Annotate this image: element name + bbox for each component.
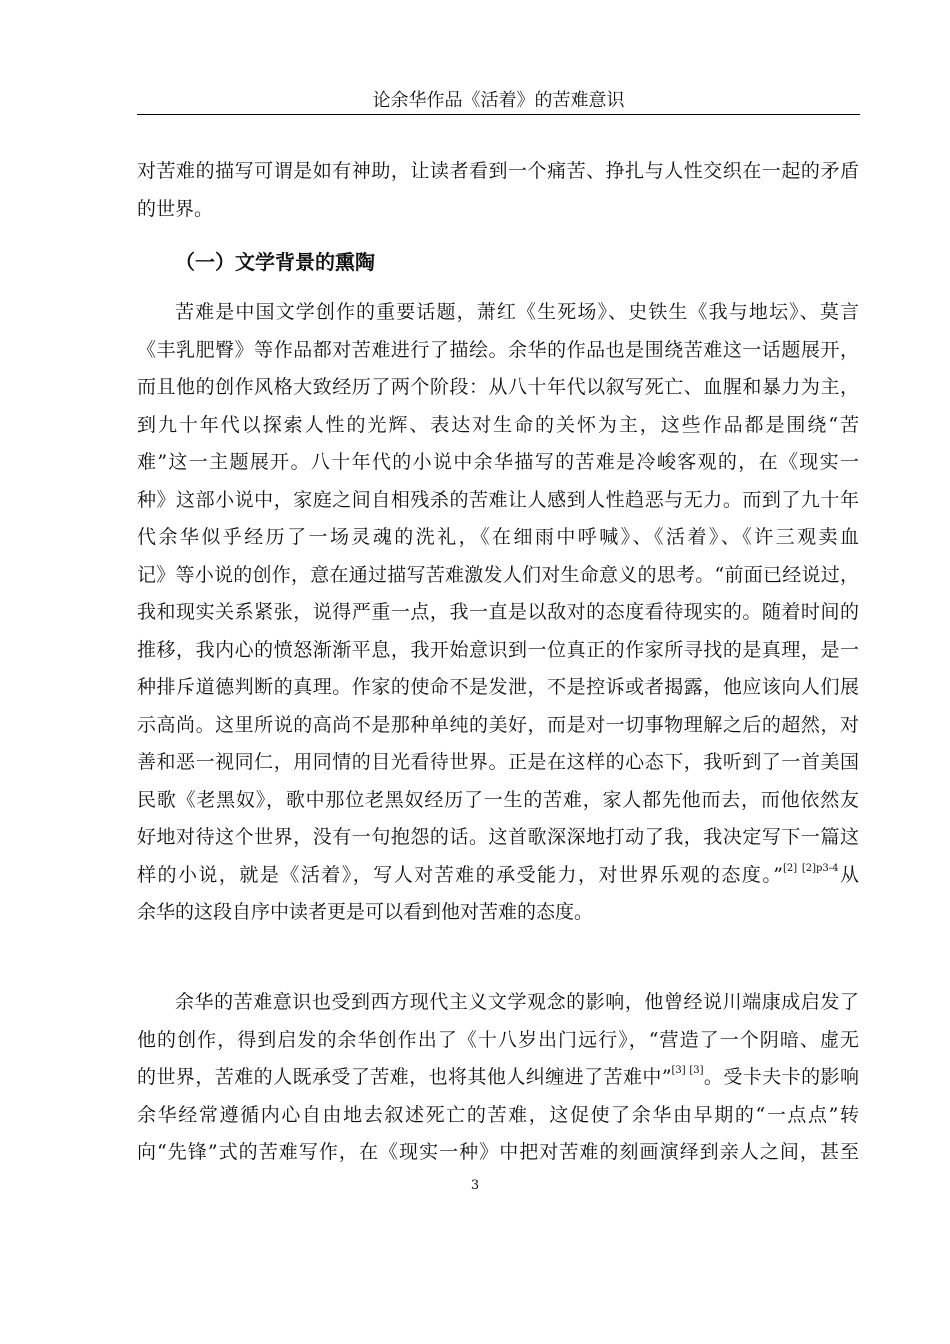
text-line: 推移，我内心的愤怒渐渐平息，我开始意识到一位真正的作家所寻找的是真理，是一 bbox=[137, 638, 859, 661]
text: 的世界，苦难的人既承受了苦难，也将其他人纠缠进了苦难中” bbox=[137, 1066, 672, 1088]
text-line: 善和恶一视同仁，用同情的目光看待世界。正是在这样的心态下，我听到了一首美国 bbox=[137, 751, 859, 773]
text-line-with-citation bbox=[137, 1059, 859, 1097]
intro-paragraph bbox=[137, 153, 859, 228]
text-line: 难”这一主题展开。八十年代的小说中余华描写的苦难是冷峻客观的，在《现实一 bbox=[137, 451, 859, 473]
section-heading: （一）文学背景的熏陶 bbox=[175, 250, 375, 274]
text-line: 种排斥道德判断的真理。作家的使命不是发泄，不是控诉或者揭露，他应该向人们展 bbox=[137, 676, 859, 698]
text-line: 余华的苦难意识也受到西方现代主义文学观念的影响，他曾经说川端康成启发了 bbox=[175, 991, 859, 1013]
text-line: 代余华似乎经历了一场灵魂的洗礼，《在细雨中呼喊》、《活着》、《许三观卖血 bbox=[137, 526, 859, 548]
paragraph-1 bbox=[137, 294, 859, 932]
text-line: 我和现实关系紧张，说得严重一点，我一直是以敌对的态度看待现实的。随着时间的 bbox=[137, 601, 859, 623]
text: 。受卡夫卡的影响 bbox=[703, 1066, 859, 1088]
text: 样的小说，就是《活着》，写人对苦难的承受能力，对世界乐观的态度。” bbox=[137, 863, 784, 886]
text-line: 好地对待这个世界，没有一句抱怨的话。这首歌深深地打动了我，我决定写下一篇这 bbox=[137, 826, 859, 848]
text-line: 种》这部小说中，家庭之间自相残杀的苦难让人感到人性趋恶与无力。而到了九十年 bbox=[137, 488, 859, 511]
text-line: 而且他的创作风格大致经历了两个阶段：从八十年代以叙写死亡、血腥和暴力为主， bbox=[137, 376, 859, 398]
text-line: 余华经常遵循内心自由地去叙述死亡的苦难，这促使了余华由早期的“一点点”转 bbox=[137, 1103, 859, 1126]
text-line: 向“先锋”式的苦难写作，在《现实一种》中把对苦难的刻画演绎到亲人之间，甚至 bbox=[137, 1141, 859, 1163]
text-line: 示高尚。这里所说的高尚不是那种单纯的美好，而是对一切事物理解之后的超然，对 bbox=[137, 713, 859, 736]
citation-superscript: [3] [3] bbox=[671, 1065, 704, 1076]
citation-superscript: [2] [2]p3-4 bbox=[783, 862, 839, 874]
text-line: 对苦难的描写可谓是如有神助，让读者看到一个痛苦、挣扎与人性交织在一起的矛盾 bbox=[137, 160, 859, 182]
paragraph-2 bbox=[137, 984, 859, 1172]
text-line: 余华的这段自序中读者更是可以看到他对苦难的态度。 bbox=[137, 901, 594, 923]
text-line: 记》等小说的创作，意在通过描写苦难激发人们对生命意义的思考。“前面已经说过， bbox=[137, 563, 859, 586]
text: 从 bbox=[838, 863, 859, 886]
page-number: 3 bbox=[470, 1178, 480, 1193]
header-rule bbox=[137, 114, 860, 115]
text-line: 苦难是中国文学创作的重要话题，萧红《生死场》、史铁生《我与地坛》、莫言 bbox=[175, 301, 859, 323]
running-header: 论余华作品《活着》的苦难意识 bbox=[372, 90, 625, 111]
text-line-with-citation bbox=[137, 857, 859, 895]
text-line: 《丰乳肥臀》等作品都对苦难进行了描绘。余华的作品也是围绕苦难这一话题展开， bbox=[137, 338, 859, 361]
text-line: 他的创作，得到启发的余华创作出了《十八岁出门远行》，“营造了一个阴暗、虚无 bbox=[137, 1028, 859, 1051]
text-line: 的世界。 bbox=[137, 197, 214, 220]
text-line: 民歌《老黑奴》，歌中那位老黑奴经历了一生的苦难，家人都先他而去，而他依然友 bbox=[137, 788, 859, 811]
text-line: 到九十年代以探索人性的光辉、表达对生命的关怀为主，这些作品都是围绕“苦 bbox=[137, 413, 859, 436]
